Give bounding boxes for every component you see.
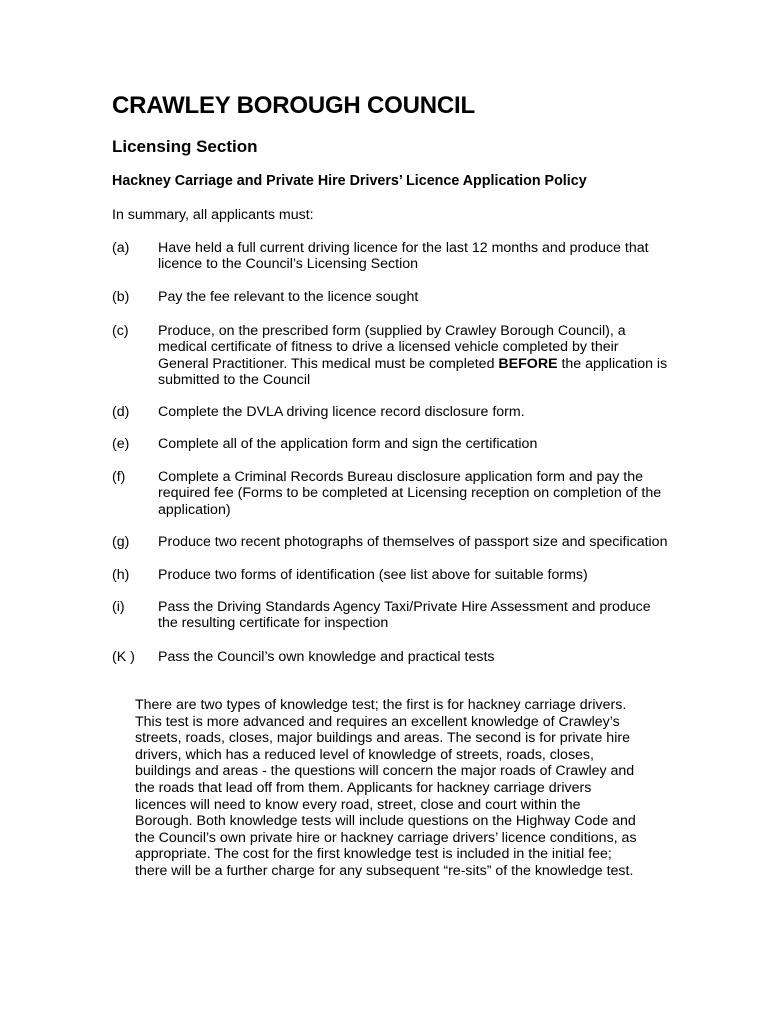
requirement-label: (e) — [112, 436, 130, 452]
requirement-item — [112, 469, 672, 518]
requirement-label: (d) — [112, 404, 130, 420]
requirement-item — [112, 567, 672, 583]
requirement-text: Produce two recent photographs of themselves of passport size and specification — [158, 534, 668, 550]
requirement-label: (K ) — [112, 649, 135, 665]
requirement-item — [112, 599, 672, 632]
requirement-text-part: the application is submitted to the Council — [158, 355, 668, 389]
requirement-text: Produce two forms of identification (see list above for suitable forms) — [158, 567, 588, 583]
requirement-item — [112, 404, 672, 420]
requirement-item — [112, 323, 672, 389]
requirement-text: Complete the DVLA driving licence record disclosure form. — [158, 404, 525, 420]
requirement-label: (c) — [112, 323, 129, 339]
knowledge-test-paragraph: There are two types of knowledge test; the first is for hackney carriage drivers. This test is more advanced and requires an excellent knowledge of Crawley’s streets, roads, closes, major buildings and areas. The second is for private hire drivers, which has a reduced level of knowledge of streets, roads, closes, buildings and areas - the questions will concern the major roads of Crawley and the roads that lead off from them. Applicants for hackney carriage drivers licences will need to know every road, street, close and court within the Borough. Both knowledge tests will include questions on the Highway Code and the Council’s own private hire or hackney carriage drivers’ licence conditions, as appropriate. The cost for the first knowledge test is included in the initial fee; there will be a further charge for any subsequent “re-sits” of the knowledge test. — [135, 697, 637, 879]
requirement-label: (a) — [112, 240, 130, 256]
policy-heading: Hackney Carriage and Private Hire Drivers’ Licence Application Policy — [112, 173, 587, 189]
requirement-text: Pass the Council’s own knowledge and practical tests — [158, 649, 495, 665]
requirement-text — [158, 323, 668, 389]
requirement-item — [112, 240, 672, 273]
requirement-label: (i) — [112, 599, 125, 615]
requirement-text-part: Produce, on the prescribed form (supplied by Crawley Borough Council), a medical certificate of fitness to drive a licensed vehicle completed by their General Practitioner. This medical must be completed — [158, 323, 626, 372]
section-heading: Licensing Section — [112, 137, 258, 156]
requirement-label: (f) — [112, 469, 126, 485]
requirement-text: Pass the Driving Standards Agency Taxi/Private Hire Assessment and produce the resulting certificate for inspection — [158, 599, 651, 632]
requirement-label: (h) — [112, 567, 130, 583]
requirement-label: (b) — [112, 289, 130, 305]
requirement-label: (g) — [112, 534, 130, 550]
requirement-item — [112, 289, 672, 305]
requirement-text: Pay the fee relevant to the licence sought — [158, 289, 419, 305]
requirement-text: Complete all of the application form and sign the certification — [158, 436, 538, 452]
page-title: CRAWLEY BOROUGH COUNCIL — [112, 92, 475, 119]
intro-text: In summary, all applicants must: — [112, 207, 314, 223]
emphasis-before: BEFORE — [498, 355, 558, 372]
requirement-text: Have held a full current driving licence for the last 12 months and produce that licence to the Council’s Licensing Section — [158, 240, 649, 273]
requirement-item — [112, 649, 672, 665]
requirement-text: Complete a Criminal Records Bureau disclosure application form and pay the required fee (Forms to be completed at Licensing reception on completion of the application) — [158, 469, 662, 518]
requirement-item — [112, 436, 672, 452]
requirement-item — [112, 534, 672, 550]
